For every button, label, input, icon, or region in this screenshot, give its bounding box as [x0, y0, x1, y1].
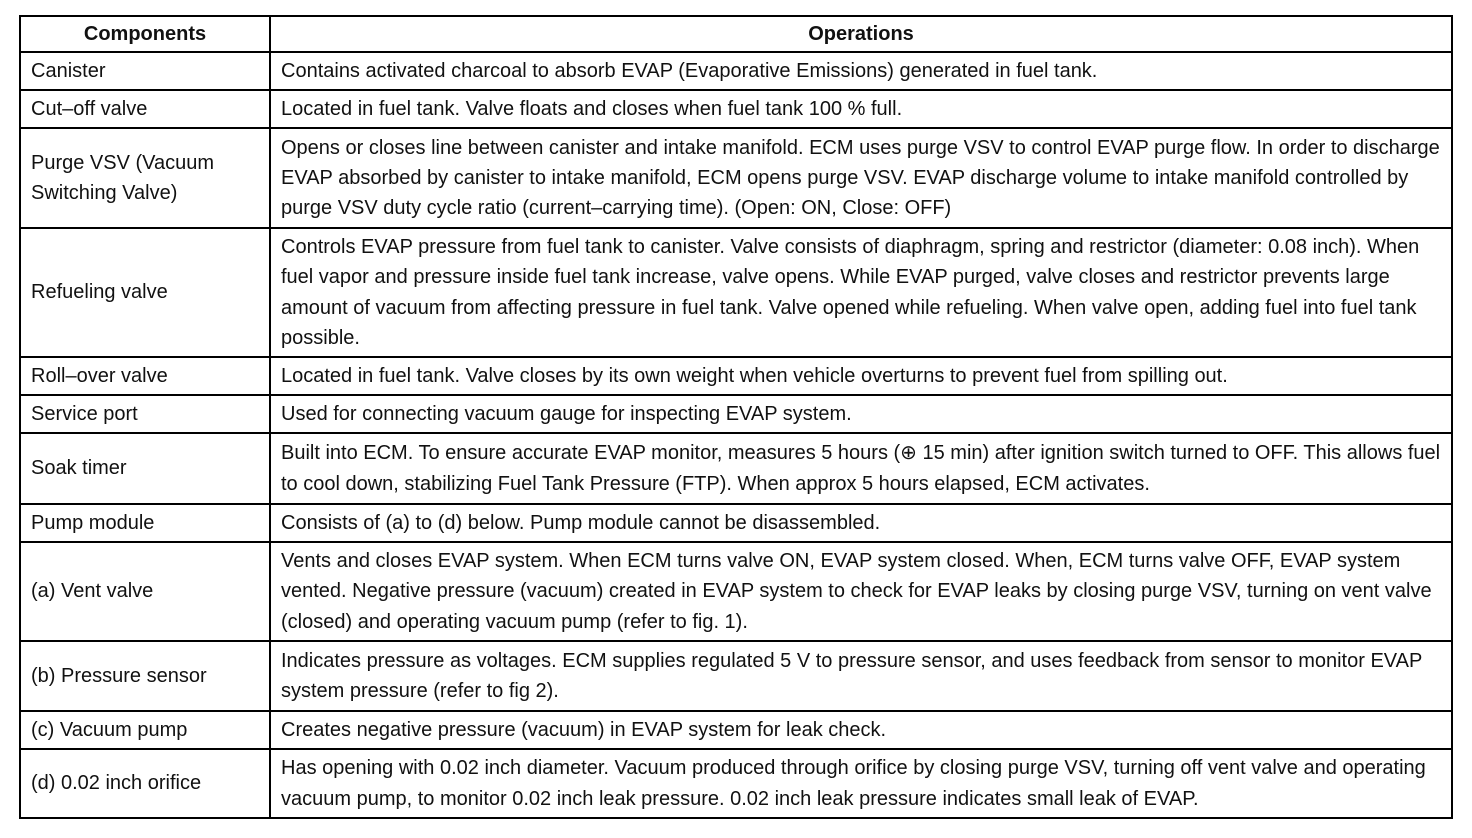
column-header-components: Components [20, 16, 270, 52]
table-row [20, 504, 1452, 542]
operation-cell: Opens or closes line between canister and intake manifold. ECM uses purge VSV to control EVAP purge flow. In order to discharge EVAP absorbed by canister to intake manifold, ECM opens purge VSV. EVAP discharge volume to intake manifold controlled by purge VSV duty cycle ratio (current–carrying time). (Open: ON, Close: OFF) [270, 128, 1452, 228]
table-row [20, 641, 1452, 711]
component-cell: Refueling valve [20, 228, 270, 357]
table-header-row [20, 16, 1452, 52]
component-cell: (b) Pressure sensor [20, 641, 270, 711]
table-row [20, 52, 1452, 90]
table-row [20, 749, 1452, 818]
table-row [20, 542, 1452, 641]
component-cell: Canister [20, 52, 270, 90]
component-cell: (c) Vacuum pump [20, 711, 270, 749]
table-row [20, 90, 1452, 128]
operation-cell: Creates negative pressure (vacuum) in EVAP system for leak check. [270, 711, 1452, 749]
component-cell: Cut–off valve [20, 90, 270, 128]
table-row [20, 433, 1452, 504]
operation-cell: Controls EVAP pressure from fuel tank to canister. Valve consists of diaphragm, spring and restrictor (diameter: 0.08 inch). When fuel vapor and pressure inside fuel tank increase, valve opens. While EVAP purged, valve closes and restrictor prevents large amount of vacuum from affecting pressure in fuel tank. Valve opened while refueling. When valve open, adding fuel into fuel tank possible. [270, 228, 1452, 357]
component-cell: Soak timer [20, 433, 270, 504]
operation-cell: Has opening with 0.02 inch diameter. Vacuum produced through orifice by closing purge VSV, turning off vent valve and operating vacuum pump, to monitor 0.02 inch leak pressure. 0.02 inch leak pressure indicates small leak of EVAP. [270, 749, 1452, 818]
operation-cell: Indicates pressure as voltages. ECM supplies regulated 5 V to pressure sensor, and uses feedback from sensor to monitor EVAP system pressure (refer to fig 2). [270, 641, 1452, 711]
component-cell: Purge VSV (Vacuum Switching Valve) [20, 128, 270, 228]
operation-cell: Located in fuel tank. Valve closes by its own weight when vehicle overturns to prevent fuel from spilling out. [270, 357, 1452, 395]
table-row [20, 395, 1452, 433]
table-row [20, 228, 1452, 357]
component-cell: Roll–over valve [20, 357, 270, 395]
component-cell: Service port [20, 395, 270, 433]
component-cell: Pump module [20, 504, 270, 542]
operation-cell: Contains activated charcoal to absorb EVAP (Evaporative Emissions) generated in fuel tank. [270, 52, 1452, 90]
component-cell: (d) 0.02 inch orifice [20, 749, 270, 818]
operation-cell: Built into ECM. To ensure accurate EVAP monitor, measures 5 hours (⊕ 15 min) after ignition switch turned to OFF. This allows fuel to cool down, stabilizing Fuel Tank Pressure (FTP). When approx 5 hours elapsed, ECM activates. [270, 433, 1452, 504]
column-header-operations: Operations [270, 16, 1452, 52]
operation-cell: Used for connecting vacuum gauge for inspecting EVAP system. [270, 395, 1452, 433]
operation-cell: Located in fuel tank. Valve floats and closes when fuel tank 100 % full. [270, 90, 1452, 128]
operation-cell: Consists of (a) to (d) below. Pump module cannot be disassembled. [270, 504, 1452, 542]
table-row [20, 357, 1452, 395]
operation-cell: Vents and closes EVAP system. When ECM turns valve ON, EVAP system closed. When, ECM turns valve OFF, EVAP system vented. Negative pressure (vacuum) created in EVAP system to check for EVAP leaks by closing purge VSV, turning on vent valve (closed) and operating vacuum pump (refer to fig. 1). [270, 542, 1452, 641]
table-row [20, 128, 1452, 228]
table-row [20, 711, 1452, 749]
evap-components-table [19, 15, 1453, 819]
component-cell: (a) Vent valve [20, 542, 270, 641]
